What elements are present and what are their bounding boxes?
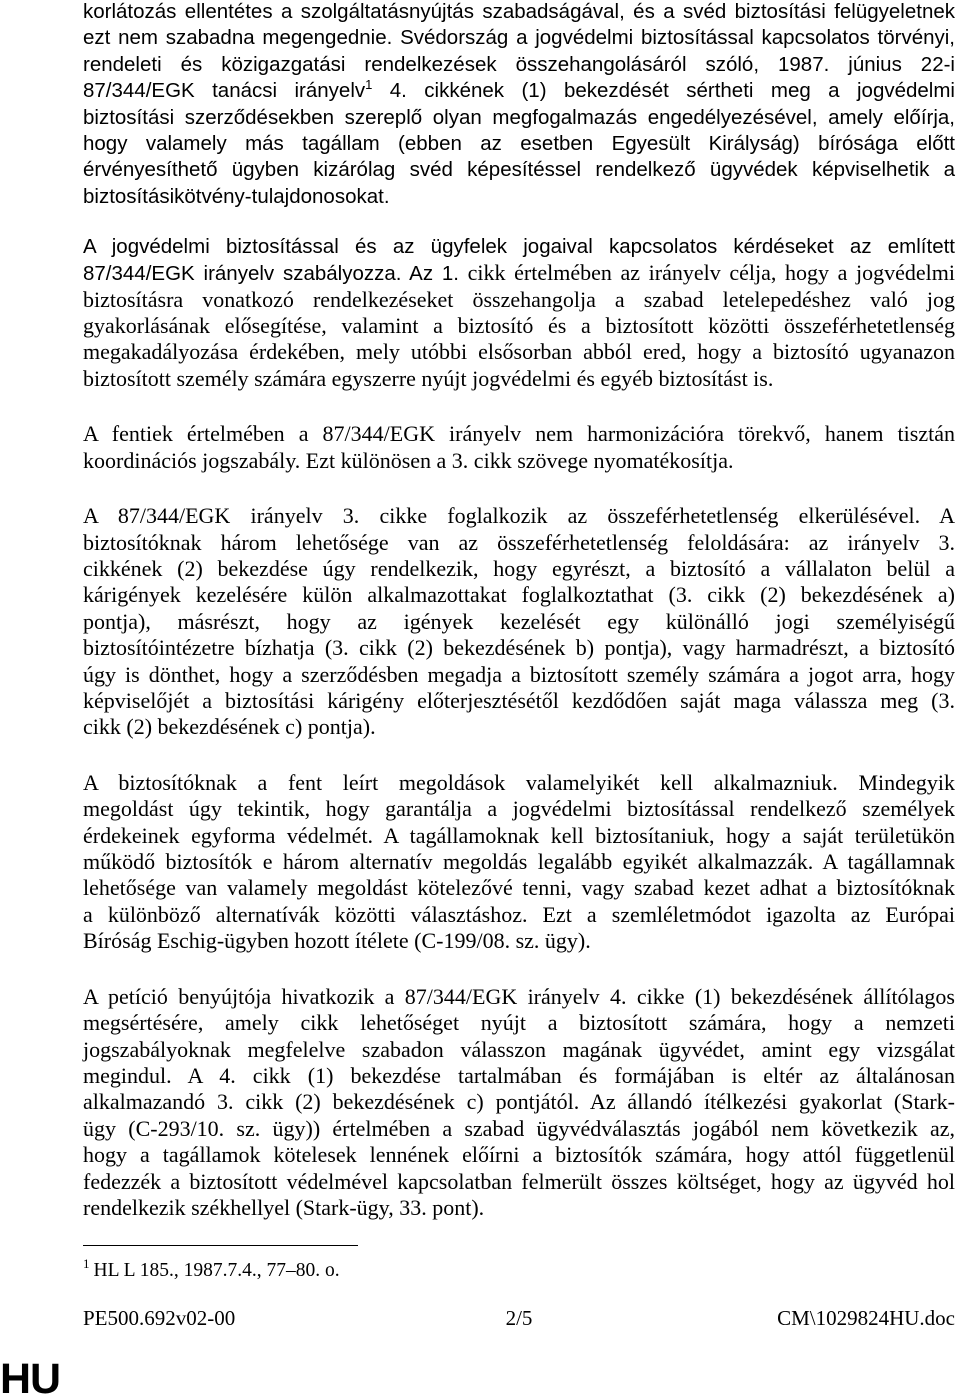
footer-document-reference: PE500.692v02-00 bbox=[83, 1306, 236, 1330]
footnote-marker: 1 bbox=[83, 1256, 90, 1271]
footnote bbox=[83, 1258, 955, 1284]
paragraph-line: rendelkezik székhellyel (Stark-ügy, 33. pont). bbox=[83, 1194, 485, 1220]
paragraph-line: gyakorlásának elősegítése, valamint a biztosító és a biztosított közötti összeférhetetlenség bbox=[83, 312, 955, 338]
paragraph-line: rendeleti és közigazgatási rendelkezések összehangolásáról szóló, 1987. június 22-i bbox=[83, 52, 955, 76]
paragraph-line: jogszabályoknak megfelelve szabadon válasszon magának ügyvédet, amint egy vizsgálat bbox=[83, 1036, 955, 1062]
paragraph-line: biztosított személy számára egyszerre nyújt jogvédelmi és egyéb biztosítást is. bbox=[83, 365, 774, 391]
body-paragraph-2 bbox=[83, 234, 955, 392]
language-code-badge: HU bbox=[0, 1355, 61, 1397]
paragraph-line: biztosításikötvény-tulajdonosokat. bbox=[83, 184, 390, 208]
paragraph-line: A biztosítóknak a fent leírt megoldások valamelyikét kell alkalmazniuk. Mindegyik bbox=[83, 769, 955, 795]
paragraph-line: érvényesíthető ügyben kizárólag svéd képesítéssel rendelkező ügyvédek képviselhetik a bbox=[83, 158, 955, 182]
footer-file-name: CM\1029824HU.doc bbox=[777, 1306, 955, 1330]
paragraph-line: A 87/344/EGK irányelv 3. cikke foglalkozik az összeférhetetlenség elkerülésével. A bbox=[83, 503, 955, 529]
paragraph-line-text: 87/344/EGK tanácsi irányelv bbox=[83, 79, 366, 103]
paragraph-line: biztosítóknak három lehetősége van az összeférhetetlenség feloldására: az irányelv 3. bbox=[83, 529, 955, 555]
paragraph-line bbox=[83, 260, 955, 286]
paragraph-line: korlátozás ellentétes a szolgáltatásnyújtás szabadságával, és a svéd biztosítási felügyeletnek bbox=[83, 0, 955, 23]
page-footer bbox=[83, 1305, 955, 1331]
paragraph-line: A petíció benyújtója hivatkozik a 87/344/EGK irányelv 4. cikke (1) bekezdésének állítólagos bbox=[83, 983, 955, 1009]
paragraph-line: megoldást úgy tekintik, hogy garantálja a jogvédelmi biztosítással rendelkező személyek bbox=[83, 796, 955, 822]
paragraph-line: biztosítóintézetre bízhatja (3. cikk (2) bekezdésének b) pontja), vagy harmadrészt, a biztosító bbox=[83, 635, 955, 661]
paragraph-line: cikkének (2) bekezdése úgy rendelkezik, hogy egyrészt, a biztosító a vállalaton belül a bbox=[83, 556, 955, 581]
body-paragraph-3 bbox=[83, 421, 955, 474]
paragraph-line: pontja), másrészt, hogy az igények kezelését egy különálló jogi személyiségű bbox=[83, 608, 955, 634]
paragraph-line: koordinációs jogszabály. Ezt különösen a 3. cikk szövege nyomatékosítja. bbox=[83, 447, 734, 473]
paragraph-line bbox=[83, 78, 955, 104]
paragraph-line: biztosításra vonatkozó rendelkezéseket összehangolja a szabad letelepedéshez való jog bbox=[83, 286, 955, 312]
paragraph-line: megakadályozása érdekében, mely utóbbi elsősorban abból ered, hogy a biztosító ugyanazon bbox=[83, 339, 955, 365]
body-paragraph-1 bbox=[83, 0, 955, 210]
paragraph-line: működő biztosítók e három alternatív megoldás legalább egyikét alkalmazzák. A tagállamnak bbox=[83, 849, 955, 875]
paragraph-line: képviselőjét a biztosítási kárigény előterjesztésétől kezdődően saját maga válassza meg (3. bbox=[83, 687, 955, 713]
paragraph-line: biztosítási szerződésekben szereplő olyan megfogalmazás engedélyezésével, amely előírja, bbox=[83, 105, 955, 129]
paragraph-line: alkalmazandó 3. cikk (2) bekezdésének c) pontjától. Az állandó ítélkezési gyakorlat (Stark- bbox=[83, 1089, 955, 1115]
paragraph-line: megsértésére, amely cikk lehetőséget nyújt a biztosított számára, hogy a nemzeti bbox=[83, 1010, 955, 1036]
paragraph-line-text: 4. cikkének (1) bekezdését sértheti meg a jogvédelmi bbox=[372, 79, 955, 103]
paragraph-line: hogy valamely más tagállam (ebben az esetben Egyesült Királyság) bírósága előtt bbox=[83, 131, 955, 155]
paragraph-line: A jogvédelmi biztosítással és az ügyfelek jogaival kapcsolatos kérdéseket az említett bbox=[83, 234, 955, 258]
body-paragraph-5 bbox=[83, 770, 955, 955]
body-paragraph-4 bbox=[83, 503, 955, 741]
footnote-reference: 1 bbox=[365, 77, 373, 93]
paragraph-line-text: cikk értelmében az irányelv célja, hogy a jogvédelmi bbox=[459, 260, 955, 286]
paragraph-line: lehetősége van valamely megoldást kötelezővé tenni, vagy szabad kezet adhat a biztosítóknak bbox=[83, 875, 955, 901]
footer-page-number: 2/5 bbox=[505, 1306, 533, 1330]
document-body bbox=[83, 0, 955, 1221]
paragraph-line: ezt nem szabadna megengednie. Svédország a jogvédelmi biztosítással kapcsolatos törvényi, bbox=[83, 26, 955, 50]
paragraph-line: A fentiek értelmében a 87/344/EGK irányelv nem harmonizációra törekvő, hanem tisztán bbox=[83, 421, 955, 447]
paragraph-line: megindul. A 4. cikk (1) bekezdése tartalmában és formájában is eltér az általánosan bbox=[83, 1063, 955, 1089]
paragraph-line: a különböző alternatívák közötti választáshoz. Ezt a szemléletmódot igazolta az Európai bbox=[83, 901, 955, 927]
paragraph-line: hogy a tagállamok kötelesek lennének előírni a biztosítók számára, hogy attól függetlenül bbox=[83, 1142, 955, 1168]
paragraph-line: úgy is dönthet, hogy a szerződésben megadja a biztosított személy számára a jogot arra, hogy bbox=[83, 661, 955, 687]
paragraph-line: érdekeinek egyforma védelmét. A tagállamoknak kell biztosítaniuk, hogy a saját területükön bbox=[83, 822, 955, 848]
footnote-separator bbox=[83, 1245, 358, 1246]
body-paragraph-6 bbox=[83, 984, 955, 1222]
paragraph-line: ügy (C-293/10. sz. ügy)) értelmében a szabad ügyvédválasztás jogából nem következik az, bbox=[83, 1115, 955, 1141]
paragraph-line: Bíróság Eschig-ügyben hozott ítélete (C-199/08. sz. ügy). bbox=[83, 928, 591, 954]
paragraph-line: fedezzék a biztosított védelmével kapcsolatban felmerült összes költséget, hogy az ügyvéd hol bbox=[83, 1168, 955, 1194]
paragraph-line-text: 87/344/EGK irányelv szabályozza. Az 1. bbox=[83, 262, 460, 286]
footnote-text: HL L 185., 1987.7.4., 77–80. o. bbox=[93, 1260, 340, 1281]
paragraph-line: kárigények kezelésére külön alkalmazottakat foglalkoztathat (3. cikk (2) bekezdésének a) bbox=[83, 582, 955, 608]
paragraph-line: cikk (2) bekezdésének c) pontja). bbox=[83, 714, 376, 740]
